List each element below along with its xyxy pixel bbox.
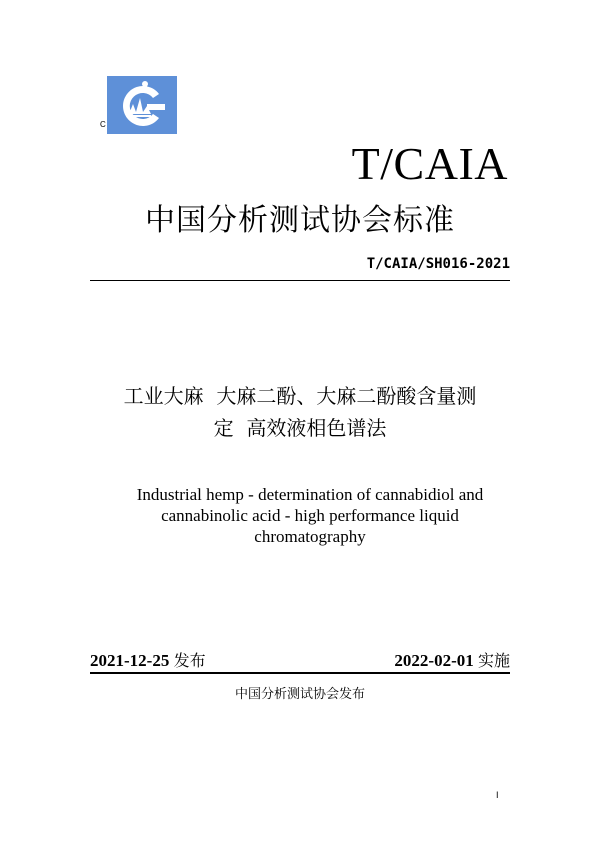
implement-date-block	[394, 648, 510, 671]
caia-logo-icon	[107, 76, 177, 134]
page-number: I	[496, 790, 499, 800]
implement-label: 实施	[477, 651, 510, 670]
logo-stray-mark: C	[100, 120, 106, 129]
org-name: 中国分析测试协会标准	[145, 203, 455, 238]
standard-number: T/CAIA/SH016-2021	[366, 256, 510, 272]
chinese-title-line1: 工业大麻 大麻二酚、大麻二酚酸含量测	[123, 384, 477, 408]
chinese-title-line2: 定 高效液相色谱法	[213, 416, 387, 440]
issue-label: 发布	[173, 651, 206, 670]
footer-divider	[90, 672, 510, 674]
issue-date-block	[90, 648, 206, 671]
chinese-title	[90, 380, 510, 444]
org-code: T/CAIA	[351, 138, 508, 189]
header-divider	[90, 280, 510, 281]
publisher: 中国分析测试协会发布	[234, 687, 365, 702]
english-title: Industrial hemp - determination of cannabidiol and cannabinolic acid - high performance liquid chromatography	[136, 485, 484, 546]
implement-date: 2022-02-01	[394, 651, 474, 670]
caia-logo-graphic	[107, 76, 177, 134]
issue-date: 2021-12-25	[90, 651, 170, 670]
